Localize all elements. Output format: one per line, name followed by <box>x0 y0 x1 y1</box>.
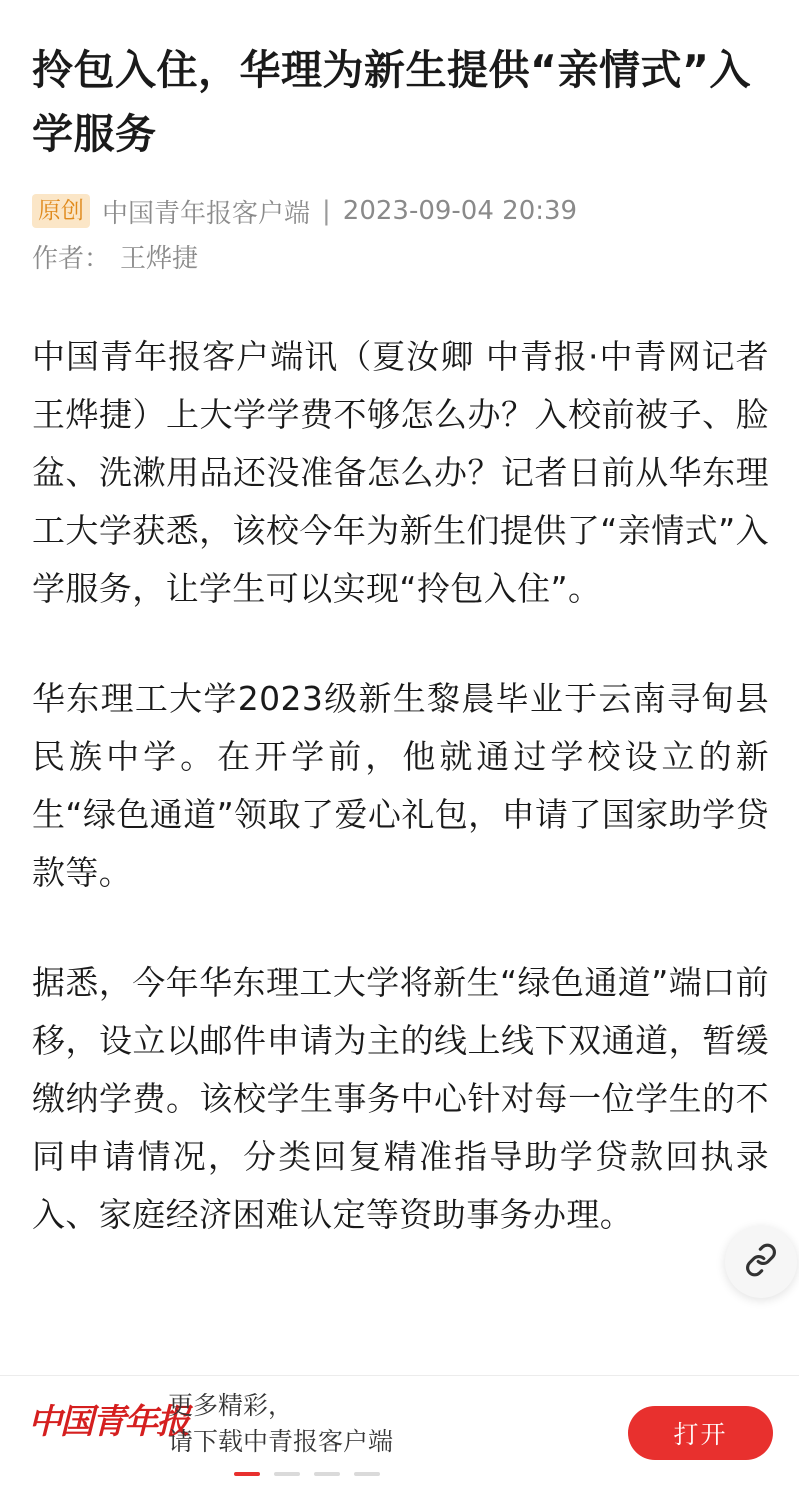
publish-datetime: 2023-09-04 20:39 <box>342 196 578 226</box>
carousel-dot-1[interactable] <box>234 1472 260 1476</box>
article-body <box>32 328 769 1244</box>
link-icon <box>744 1243 778 1281</box>
author-name: 王烨捷 <box>120 244 199 274</box>
article-paragraph: 华东理工大学2023级新生黎晨毕业于云南寻甸县民族中学。在开学前，他就通过学校设立的新生“绿色通道”领取了爱心礼包，申请了国家助学贷款等。 <box>32 679 769 892</box>
share-link-button[interactable] <box>725 1226 797 1298</box>
article-paragraph: 据悉，今年华东理工大学将新生“绿色通道”端口前移，设立以邮件申请为主的线上线下双通道，暂缓缴纳学费。该校学生事务中心针对每一位学生的不同申请情况，分类回复精准指导助学贷款回执录入、家庭经济困难认定等资助事务办理。 <box>32 963 769 1234</box>
source-name[interactable]: 中国青年报客户端 <box>102 198 311 229</box>
cyd-logo: 中国青年报 <box>28 1402 188 1442</box>
promo-line-2: 请下载中青报客户端 <box>168 1427 394 1456</box>
download-banner <box>0 1375 799 1487</box>
open-app-button[interactable]: 打开 <box>628 1406 773 1460</box>
article-paragraph: 中国青年报客户端讯（夏汝卿 中青报·中青网记者 王烨捷）上大学学费不够怎么办？入校前被子、脸盆、洗漱用品还没准备怎么办？记者日前从华东理工大学获悉，该校今年为新生们提供了“亲情式”入学服务，让学生可以实现“拎包入住”。 <box>32 337 769 608</box>
article-title: 拎包入住，华理为新生提供“亲情式”入学服务 <box>32 46 751 158</box>
carousel-dot-3[interactable] <box>314 1472 340 1476</box>
carousel-dot-2[interactable] <box>274 1472 300 1476</box>
download-promo <box>168 1388 393 1460</box>
carousel-indicator <box>234 1472 394 1476</box>
author-line <box>32 240 769 278</box>
article-meta <box>32 192 769 230</box>
carousel-dot-4[interactable] <box>354 1472 380 1476</box>
author-label: 作者： <box>32 244 111 274</box>
promo-line-1: 更多精彩， <box>168 1391 294 1420</box>
meta-separator: | <box>322 196 331 226</box>
original-badge: 原创 <box>32 194 90 228</box>
